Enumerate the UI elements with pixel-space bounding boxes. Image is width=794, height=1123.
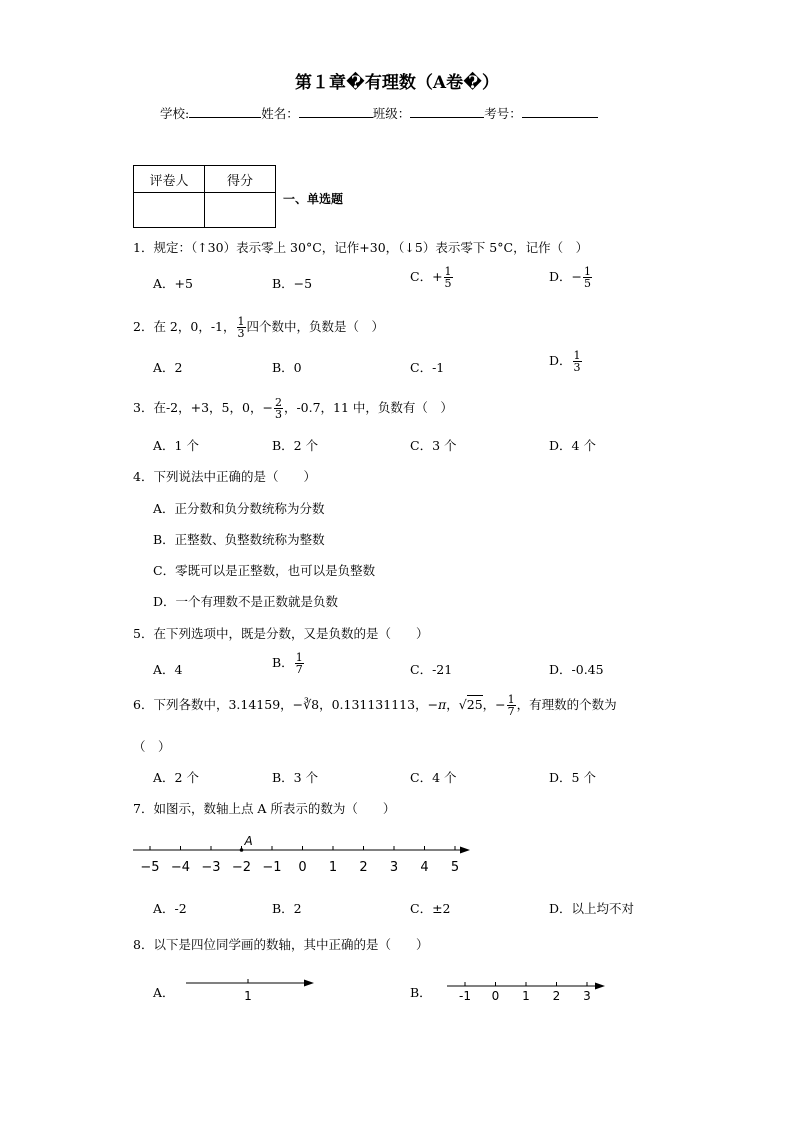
q4-option-a[interactable]: A．正分数和负分数统称为分数 [153, 501, 325, 516]
q7-tick-label: −4 [170, 860, 191, 875]
q7-option-a[interactable]: A．-2 [153, 901, 187, 916]
q5-option-c[interactable]: C．-21 [410, 662, 453, 677]
q4-option-b[interactable]: B．正整数、负整数统称为整数 [153, 532, 325, 547]
q6-option-d[interactable]: D．5 个 [549, 770, 596, 785]
q8-option-b-line[interactable] [444, 975, 609, 1007]
q7-tick-label: −2 [231, 860, 252, 875]
q2-stem: 2．在 2，0，-1， $\frac{1}{3}$ 四个数中，负数是（ ） [133, 315, 385, 340]
school-blank[interactable] [189, 104, 261, 118]
q7-tick-label: −5 [140, 860, 160, 875]
q2-option-b[interactable]: B．0 [272, 360, 302, 375]
q7-tick-label: −3 [201, 860, 221, 875]
q2-fraction: $\frac{1}{3}$ [237, 315, 245, 340]
q1-option-a[interactable]: A．+5 [153, 276, 193, 291]
q7-point-label: A [244, 834, 253, 848]
q5-option-a[interactable]: A．4 [153, 662, 183, 677]
school-label: 学校: [160, 106, 190, 121]
class-blank[interactable] [410, 104, 484, 118]
q6-option-b[interactable]: B．3 个 [272, 770, 319, 785]
q1-c-prefix: C．+ [410, 269, 443, 284]
q6-cube-root: −∛8 [292, 697, 320, 712]
q7-stem: 7．如图示，数轴上点 A 所表示的数为（ ） [133, 801, 396, 816]
grader-cell[interactable] [134, 193, 205, 228]
q7-number-line [130, 830, 475, 880]
q8-b-tick-label: -1 [459, 989, 471, 1003]
q5-b-fraction: $\frac{1}{7}$ [295, 651, 303, 676]
q1-option-b[interactable]: B．−5 [272, 276, 313, 291]
q7-tick-label: 4 [420, 860, 429, 875]
q7-tick-label: 1 [328, 860, 338, 875]
q7-option-c[interactable]: C．±2 [410, 901, 451, 916]
grader-header: 评卷人 [134, 166, 205, 193]
q1-option-c[interactable] [410, 266, 454, 289]
q3-fraction: $\frac{2}{3}$ [274, 396, 282, 421]
q8-b-arrow-icon [595, 983, 605, 990]
q6-option-c[interactable]: C．4 个 [410, 770, 457, 785]
q8-option-a-line[interactable] [183, 975, 318, 1007]
q5-stem: 5．在下列选项中，既是分数，又是负数的是（ ） [133, 626, 429, 641]
q7-arrow-icon [460, 847, 470, 854]
q6-option-a[interactable]: A．2 个 [153, 770, 199, 785]
q8-b-tick-label: 3 [583, 989, 591, 1003]
q3-stem: 3．在-2，+3，5，0，− $\frac{2}{3}$ ，-0.7，11 中，负数有（ ） [133, 396, 453, 421]
q6-fraction: $\frac{1}{7}$ [507, 693, 515, 718]
q4-option-c[interactable]: C．零既可以是正整数，也可以是负整数 [153, 563, 376, 578]
q2-option-c[interactable]: C．-1 [410, 360, 445, 375]
q8-stem: 8．以下是四位同学画的数轴，其中正确的是（ ） [133, 937, 429, 952]
q6-pi: −π [427, 697, 447, 712]
page-title: 第１章�有理数（A卷�） [294, 73, 500, 93]
q6-stem-cont: （ ） [133, 739, 171, 754]
q7-tick-label: −1 [262, 860, 282, 875]
q1-d-fraction: $\frac{1}{5}$ [584, 265, 591, 290]
q8-b-tick-label: 1 [522, 989, 530, 1003]
score-table [133, 165, 276, 228]
q8-option-b-label[interactable]: B． [410, 985, 432, 1000]
q7-point-a [240, 848, 244, 852]
q2-d-fraction: $\frac{1}{3}$ [573, 349, 581, 374]
q5-option-b[interactable]: B． $\frac{1}{7}$ [272, 651, 303, 676]
q6-sqrt: √25 [458, 697, 483, 712]
q4-stem: 4．下列说法中正确的是（ ） [133, 469, 316, 484]
q3-option-a[interactable]: A．1 个 [153, 438, 199, 453]
q2-option-d[interactable]: D． $\frac{1}{3}$ [549, 349, 581, 374]
q8-a-arrow-icon [304, 980, 314, 987]
score-cell[interactable] [205, 193, 276, 228]
q8-b-tick-label: 2 [552, 989, 561, 1003]
q4-option-d[interactable]: D．一个有理数不是正数就是负数 [153, 594, 339, 609]
name-blank[interactable] [299, 104, 373, 118]
q2-option-a[interactable]: A．2 [153, 360, 183, 375]
q7-tick-label: 5 [450, 860, 460, 875]
number-label: 考号： [484, 106, 522, 121]
q1-d-prefix: D．− [549, 269, 582, 284]
name-label: 姓名： [261, 106, 299, 121]
q5-option-d[interactable]: D．-0.45 [549, 662, 604, 677]
number-blank[interactable] [522, 104, 598, 118]
q1-option-d[interactable] [549, 266, 593, 289]
q7-tick-label: 0 [298, 860, 307, 875]
score-header: 得分 [205, 166, 276, 193]
class-label: 班级： [372, 106, 411, 121]
section-heading: 一、单选题 [283, 192, 344, 206]
q7-tick-label: 2 [359, 860, 368, 875]
q7-option-d[interactable]: D．以上均不对 [549, 901, 635, 916]
q3-option-c[interactable]: C．3 个 [410, 438, 457, 453]
q7-tick-label: 3 [389, 860, 399, 875]
q8-a-tick-label: 1 [244, 989, 252, 1003]
q1-stem: 1．规定：（↑30）表示零上 30°C，记作+30，（↓5）表示零下 5°C，记作（ ） [133, 240, 589, 255]
q1-c-fraction: $\frac{1}{5}$ [444, 265, 452, 290]
q3-option-b[interactable]: B．2 个 [272, 438, 319, 453]
q8-b-tick-label: 0 [491, 989, 500, 1003]
student-info [160, 104, 598, 122]
q6-stem: 6．下列各数中，3.14159，−∛8，0.131131113，−π，√25，− $\frac{1}{7}$ ，有理数的个数为 [133, 693, 617, 718]
q8-option-a-label[interactable]: A． [153, 985, 175, 1000]
q7-option-b[interactable]: B．2 [272, 901, 302, 916]
q3-option-d[interactable]: D．4 个 [549, 438, 596, 453]
